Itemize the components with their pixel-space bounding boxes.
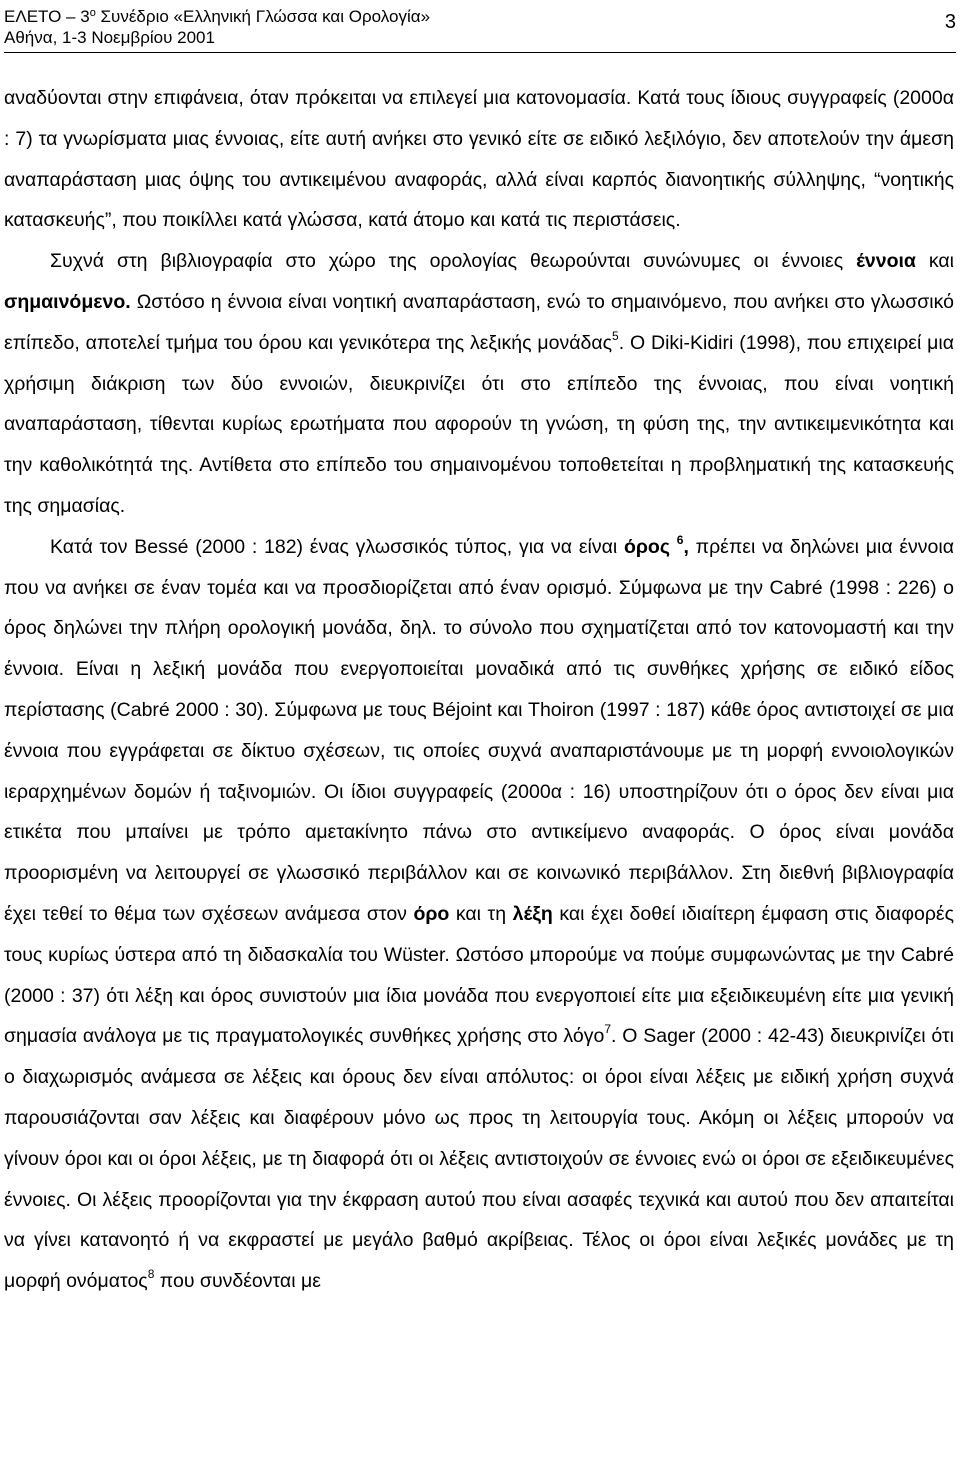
text-run: Ωστόσο η έννοια είναι νοητική αναπαράσταση, ενώ το σημαινόμενο, που ανήκει στο γλωσσικό επίπεδο, αποτελεί τμήμα του όρου και γενικότερα της λεξικής μονάδας (4, 290, 954, 354)
emphasized-term: σημαινόμενο. (4, 290, 131, 313)
text-run: και έχει δοθεί ιδιαίτερη έμφαση στις διαφορές τους κυρίως ύστερα από τη διδασκαλία του Wüster. Ωστόσο μπορούμε να πούμε συμφωνώντας με την Cabré (2000 : 37) ότι λέξη και όρος συνιστούν μια ίδια μονάδα που ενεργοποιεί είτε μια εξειδικευμένη είτε μια γενική σημασία ανάλογα με τις πραγματολογικές συνθήκες χρήσης στο λόγο (4, 902, 955, 1048)
header-divider (4, 52, 956, 53)
paragraph (4, 527, 954, 1302)
footnote-marker: 7 (604, 1022, 612, 1037)
journal-title-prefix: ΕΛΕΤΟ – 3 (4, 7, 90, 26)
text-run (670, 536, 677, 558)
body-text (4, 78, 954, 1302)
text-run: πρέπει να δηλώνει μια έννοια που να ανήκει σε έναν τομέα και να προσδιορίζεται από έναν ορισμό. Σύμφωνα με την Cabré (1998 : 226) ο όρος δηλώνει την πλήρη ορολογική μονάδα, δηλ. το σύνολο που σχηματίζεται από τον κατονομαστή και την έννοια. Είναι η λεξική μονάδα που ενεργοποιείται μοναδικά από τις συνθήκες χρήσης σε ειδικό είδος περίστασης (Cabré 2000 : 30). Σύμφωνα με τους Béjoint και Thoiron (1997 : 187) κάθε όρος αντιστοιχεί σε μια έννοια που εγγράφεται σε δίκτυο σχέσεων, τις οποίες συχνά αναπαριστάνουμε με τη μορφή εννοιολογικών ιεραρχημένων δομών ή ταξινομιών. Οι ίδιοι συγγραφείς (2000α : 16) υποστηρίζουν ότι ο όρος δεν είναι μια ετικέτα που μπαίνει με τρόπο αμετακίνητο πάνω στο αντικείμενο αναφοράς. Ο όρος είναι μονάδα προορισμένη να λειτουργεί σε γλωσσικό περιβάλλον και σε κοινωνικό περιβάλλον. Στη διεθνή βιβλιογραφία έχει τεθεί το θέμα των σχέσεων ανάμεσα στον (4, 535, 954, 925)
text-run: Συχνά στη βιβλιογραφία στο χώρο της ορολογίας θεωρούνται συνώνυμες οι έννοιες (50, 250, 857, 273)
footnote-marker: 5 (612, 328, 619, 343)
emphasized-term: όρο (413, 902, 450, 925)
journal-title (4, 6, 956, 27)
journal-title-ordinal: ο (89, 7, 96, 19)
journal-title-suffix: Συνέδριο «Ελληνική Γλώσσα και Ορολογία» (95, 7, 431, 26)
emphasized-term: λέξη (512, 902, 553, 925)
page-number: 3 (944, 11, 956, 33)
text-run: και (915, 250, 954, 273)
text-run: . Ο Sager (2000 : 42-43) διευκρινίζει ότι ο διαχωρισμός ανάμεσα σε λέξεις και όρους δεν είναι απόλυτος: οι όροι είναι λέξεις με ειδική χρήση συχνά παρουσιάζονται σαν λέξεις και διαφέρουν μόνο ως προς τη λειτουργία τους. Ακόμη οι λέξεις μπορούν να γίνουν όροι και οι όροι λέξεις, με τη διαφορά ότι οι λέξεις αντιστοιχούν σε έννοιες ενώ οι όροι σε εξειδικευμένες έννοιες. Οι λέξεις προορίζονται για την έκφραση αυτού που είναι ασαφές τεχνικά και αυτού που δεν απαιτείται να γίνει κατανοητό ή να εκφραστεί με μεγάλο βαθμό ακρίβειας. Τέλος οι όροι είναι λεξικές μονάδες με τη μορφή ονόματος (4, 1025, 955, 1293)
running-header (4, 6, 956, 52)
emphasized-term: όρος (623, 535, 670, 558)
conference-place-date: Αθήνα, 1-3 Νοεμβρίου 2001 (4, 28, 215, 47)
text-run: . Ο Diki-Kidiri (1998), που επιχειρεί μια χρήσιμη διάκριση των δύο εννοιών, διευκρινίζει ότι στο επίπεδο της έννοιας, που είναι νοητική αναπαράσταση, τίθενται κυρίως ερωτήματα που αφορούν τη γνώση, τη φύση της, την αντικειμενικότητα και την καθολικότητά της. Αντίθετα στο επίπεδο του σημαινομένου τοποθετείται η προβληματική της κατασκευής της σημασίας. (4, 331, 954, 517)
text-run: που συνδέονται με (154, 1270, 321, 1293)
text-run: Κατά τον Bessé (2000 : 182) ένας γλωσσικός τύπος, για να είναι (50, 535, 624, 558)
paragraph (4, 78, 954, 241)
emphasized-term: έννοια (856, 250, 916, 273)
text-run: και τη (449, 902, 513, 925)
emphasized-term: , (683, 535, 689, 558)
text-run: αναδύονται στην επιφάνεια, όταν πρόκειται να επιλεγεί μια κατονομασία. Κατά τους ίδιους συγγραφείς (2000α : 7) τα γνωρίσματα μιας έννοιας, είτε αυτή ανήκει στο γενικό είτε σε ειδικό λεξιλόγιο, δεν αποτελούν την άμεση αναπαράσταση μιας όψης του αντικειμένου αναφοράς, αλλά είναι καρπός διανοητικής σύλληψης, “νοητικής κατασκευής”, που ποικίλλει κατά γλώσσα, κατά άτομο και κατά τις περιστάσεις. (4, 87, 954, 232)
footnote-marker: 6 (676, 532, 684, 547)
paragraph (4, 241, 954, 527)
footnote-marker: 8 (147, 1267, 155, 1282)
